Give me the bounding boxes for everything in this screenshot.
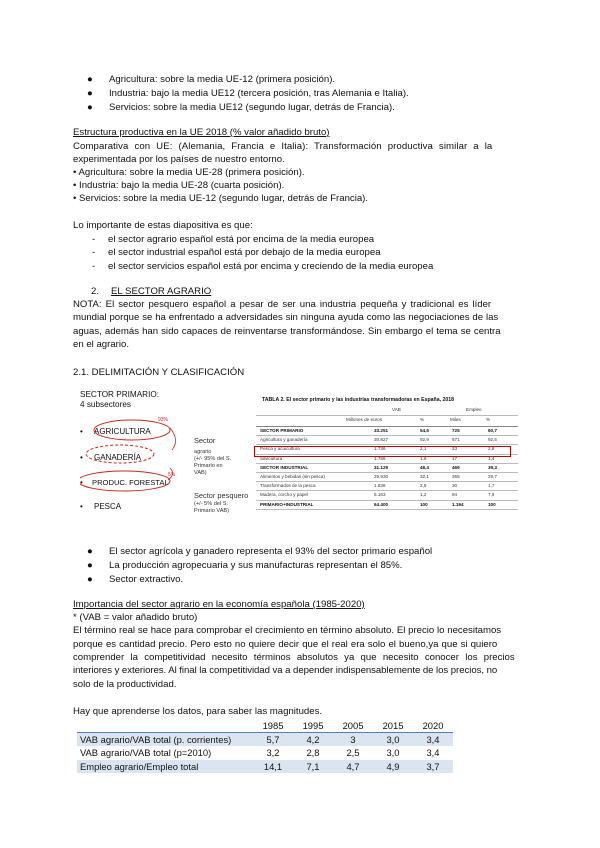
table-row (77, 746, 453, 759)
tabla2-cell: 39,3 (488, 464, 497, 470)
year-2015: 2015 (373, 719, 413, 733)
tabla2-cell: 1,6 (420, 455, 427, 461)
tabla2-col-header: Millones de euros % Miles % (256, 416, 518, 427)
subsection-title: 2.1. DELIMITACIÓN Y CLASIFICACIÓN (73, 367, 245, 378)
tabla2-group-header: VAB Empleo (256, 406, 518, 416)
year-1985: 1985 (253, 719, 293, 733)
tabla2-cell: 2,1 (420, 446, 427, 452)
tabla2-cell: 94 (452, 492, 458, 498)
row-label: VAB agrario/VAB total (p=2010) (80, 747, 212, 759)
tabla2-cell: 30 (452, 483, 458, 489)
cell: 4,7 (333, 760, 373, 773)
estructura-item-agricultura: • Agricultura: sobre la media UE-28 (primera posición). (73, 167, 305, 178)
magnitudes-header-blank (77, 719, 253, 733)
tabla2-cell: 1.194 (452, 501, 464, 507)
magnitudes-header-row (77, 719, 453, 733)
figure-title-line2: 4 subsectores (80, 400, 131, 409)
tabla2-row-label: SECTOR INDUSTRIAL (260, 464, 309, 470)
row-label: VAB agrario/VAB total (p. corrientes) (77, 733, 253, 747)
section2-note-line1: NOTA: El sector pesquero español a pesar de ser una industria pequeña y tradicional es líder (73, 299, 492, 310)
annotation-93: 93% (158, 417, 169, 423)
cell: 14,1 (253, 760, 293, 773)
tabla2-row-label: Madera, corcho y papel (260, 492, 309, 498)
cell: 5,7 (253, 733, 293, 747)
tabla2-row-label: Transformados de la pesca (260, 483, 316, 489)
tabla2-row-label: PRIMARIO+INDUSTRIAL (260, 501, 314, 507)
cell: 2,5 (346, 747, 360, 759)
tabla2-cell: 5.163 (374, 492, 386, 498)
tabla2-cell: 100 (488, 501, 496, 507)
tabla2-cell: 64.400 (374, 501, 389, 507)
brace-agrario (170, 428, 176, 450)
figure-item-agricultura: AGRICULTURA (94, 427, 151, 436)
cell: 3,4 (413, 733, 453, 747)
section2-note-line3: aguas, además han sido capaces de reinventarse transformándose. Sin embargo el tema se centra (73, 326, 501, 337)
cell: 3,7 (413, 760, 453, 773)
tabla2-row (256, 464, 518, 473)
estructura-item-servicios: • Servicios: sobre la media UE-12 (segundo lugar, detrás de Francia). (73, 193, 369, 204)
row-label: Empleo agrario/Empleo total (77, 760, 253, 773)
cell: 3,0 (386, 747, 400, 759)
tabla2-cell: 1.836 (374, 483, 386, 489)
sector-pesquero-detail: (+/- 5% del S. Primario VAB) (194, 501, 230, 514)
tabla2-row-label: Pesca y acuicultura (260, 446, 300, 452)
tabla2-row (256, 482, 518, 491)
tabla2-cell: 32,1 (420, 473, 429, 479)
tabla2-body (256, 427, 518, 510)
importancia-para-line2: porque es cantidad precio. Pero esto no quiere decir que el real era solo el bueno,ya que si quiero (73, 639, 498, 650)
importancia-para-line1: El término real se hace para comprobar el crecimiento en término absoluto. El precio lo necesitamos (73, 625, 502, 636)
importante-item-agrario: - el sector agrario español está por encima de la media europea (92, 234, 375, 245)
importante-item-servicios: - el sector servicios español está por encima y creciendo de la media europea (92, 261, 434, 272)
figure-item-forestal: PRODUC. FORESTAL (92, 478, 169, 487)
importante-intro: Lo importante de estas diapositiva es que: (73, 220, 253, 231)
tabla2-cell: 33 (452, 446, 458, 452)
figure-item-pesca: PESCA (94, 502, 122, 511)
tabla2-row (256, 427, 518, 436)
section2-note-line2: mundial porque se ha enfrentado a adversidades sin ninguna ayuda como las negociaciones de las (73, 312, 499, 323)
tabla2-cell: 1,4 (488, 455, 495, 461)
importancia-para-line5: solo de la productividad. (73, 679, 177, 690)
tabla2-cell: 1,7 (488, 483, 495, 489)
estructura-item-industria: • Industria: bajo la media UE-28 (cuarta posición). (73, 180, 285, 191)
tabla2-cell: 17 (452, 455, 458, 461)
cell: 7,1 (293, 760, 333, 773)
tabla2-cell: 671 (452, 437, 460, 443)
tabla2-row-label: Agricultura y ganadería (260, 437, 308, 443)
tabla2-row (256, 436, 518, 445)
importancia-heading: Importancia del sector agrario en la economía española (1985-2020) (73, 599, 365, 610)
cell: 3,2 (266, 747, 280, 759)
tabla2-cell: 92,9 (420, 437, 429, 443)
cell: 2,8 (306, 747, 320, 759)
year-2005: 2005 (333, 719, 373, 733)
tabla2-cell: 2,8 (488, 446, 495, 452)
section2-number: 2. (91, 286, 100, 297)
tabla2-cell: 60,7 (488, 428, 497, 433)
estructura-para-line2: experimentada por los países de nuestro entorno. (73, 154, 285, 165)
cell: 3,0 (373, 733, 413, 747)
tabla2 (256, 396, 518, 510)
tabla2-cell: 29,7 (488, 473, 497, 479)
sector-pesquero-label: Sector pesquero (194, 491, 249, 500)
cell: 3 (333, 733, 373, 747)
figure-bullet-4: • (80, 502, 83, 511)
year-1995: 1995 (293, 719, 333, 733)
tabla2-cell: 1,2 (420, 492, 427, 498)
tabla2-row-label: Alimentos y bebidas (sin pesca) (260, 473, 325, 479)
tabla2-title: TABLA 2. El sector primario y las industrias transformadoras en España, 2018 (262, 397, 455, 403)
sector-agrario-label: Sector (194, 436, 216, 445)
year-2020: 2020 (413, 719, 453, 733)
section2-note-line4: en el agrario. (73, 339, 129, 350)
section2-title: EL SECTOR AGRARIO (111, 286, 212, 297)
circle-ganaderia (86, 445, 154, 463)
tabla2-cell: 355 (452, 473, 460, 479)
magnitudes-table (77, 719, 453, 773)
cell: 4,9 (373, 760, 413, 773)
tabla2-row-label: Silvicultura (260, 455, 283, 461)
estructura-heading: Estructura productiva en la UE 2018 (% valor añadido bruto) (73, 127, 330, 138)
figure-bullet-2: • (80, 453, 83, 462)
tabla2-row-label: SECTOR PRIMARIO (260, 428, 304, 433)
annotation-5: 5% (168, 472, 176, 478)
tabla2-cell: 469 (452, 464, 460, 470)
tabla2-cell: 29.930 (374, 473, 389, 479)
tabla2-row (256, 501, 518, 510)
tabla2-cell: 54,6 (420, 428, 429, 433)
cell: 4,2 (293, 733, 333, 747)
estructura-para-line1: Comparativa con UE: (Alemania, Francia e Italia): Transformación productiva similar a la (73, 141, 493, 152)
tabla2-cell: 725 (452, 428, 460, 433)
tabla2-cell: 1.786 (374, 455, 386, 461)
sector-agrario-detail: agrario (+/- 95% del S. Primario en VAB) (194, 449, 232, 476)
tabla2-cell: 31.129 (374, 464, 389, 470)
tabla2-cell: 92,5 (488, 437, 497, 443)
tabla2-cell: 33.251 (374, 428, 389, 433)
figure-bullet-1: • (80, 427, 83, 436)
circle-forestal (80, 471, 170, 491)
table-row (77, 760, 453, 773)
tabla2-highlight (254, 446, 511, 457)
figure-circles (80, 410, 260, 520)
tabla2-row (256, 491, 518, 500)
table-row (77, 733, 453, 747)
tabla2-cell: 48,4 (420, 464, 429, 470)
tabla2-cell: 1.736 (374, 446, 386, 452)
cell: 3,4 (426, 747, 440, 759)
figure-item-ganaderia: GANADERÍA (94, 453, 142, 462)
importancia-para-line3: comprender la competitividad necesito términos absolutos ya que necesito conocer los precios (73, 652, 515, 663)
vab-note: * (VAB = valor añadido bruto) (73, 612, 198, 623)
tabla2-cell: 30.827 (374, 437, 389, 443)
figure-bullet-3: • (80, 478, 83, 487)
tabla2-row (256, 473, 518, 482)
importancia-para-line4: interiores y exteriores. Al final la competitividad va a depender indispensablemente de los precios, no (73, 665, 498, 676)
tabla2-cell: 2,9 (420, 483, 427, 489)
figure-title-line1: SECTOR PRIMARIO: (80, 390, 160, 399)
tabla2-cell: 7,9 (488, 492, 495, 498)
tabla2-cell: 100 (420, 501, 428, 507)
importante-item-industrial: - el sector industrial español está por debajo de la media europea (92, 247, 381, 258)
magnitudes-note: Hay que aprenderse los datos, para saber las magnitudes. (73, 706, 323, 717)
